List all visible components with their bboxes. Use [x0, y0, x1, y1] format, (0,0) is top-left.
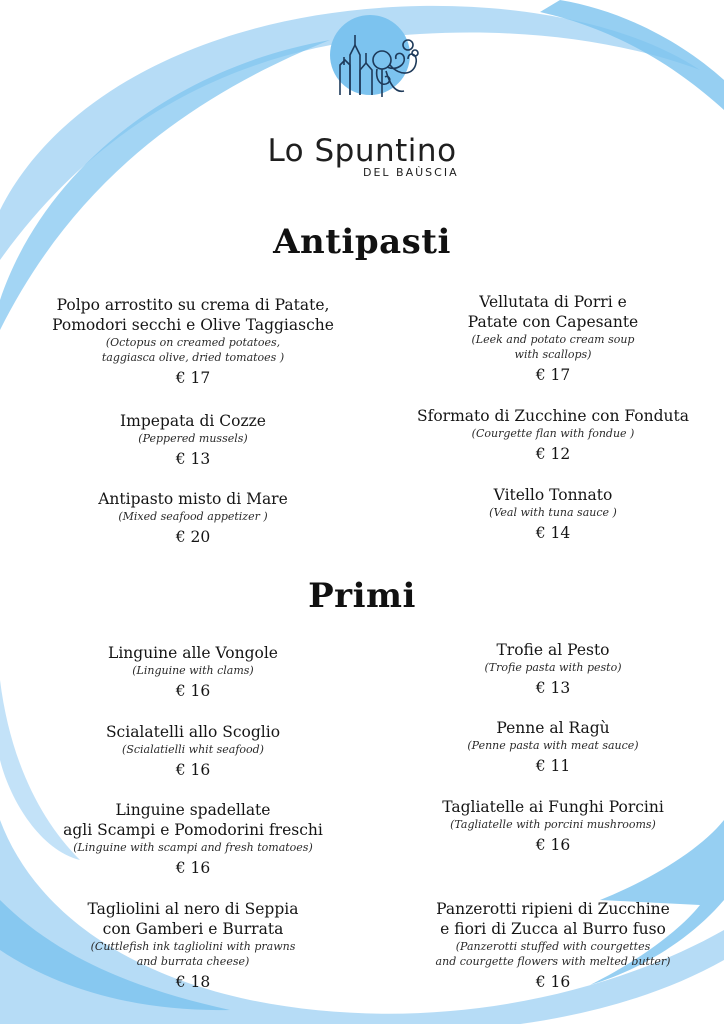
item-price: € 16: [535, 973, 571, 991]
menu-item: [33, 489, 353, 547]
item-price: € 17: [175, 369, 211, 387]
item-name: Antipasto misto di Mare: [98, 490, 288, 508]
item-name: Scialatelli allo Scoglio: [105, 723, 281, 741]
item-price: € 13: [175, 450, 211, 468]
item-description: (Octopus on creamed potatoes, taggiasca olive, dried tomatoes ): [101, 336, 285, 364]
item-description: (Leek and potato cream soup with scallops): [471, 333, 635, 361]
brand-name: Lo Spuntino: [267, 133, 457, 169]
item-price: € 14: [535, 524, 571, 542]
item-description: (Mixed seafood appetizer ): [118, 510, 268, 523]
item-price: € 16: [535, 836, 571, 854]
item-name: Tagliolini al nero di Seppia con Gamberi e Burrata: [87, 900, 299, 938]
item-price: € 20: [175, 528, 211, 546]
item-description: (Scialatielli whit seafood): [122, 743, 264, 756]
menu-item: [33, 800, 353, 878]
item-name: Sformato di Zucchine con Fonduta: [417, 407, 689, 425]
menu-item: [393, 640, 713, 698]
menu-item: [33, 643, 353, 701]
item-name: Penne al Ragù: [496, 719, 610, 737]
item-description: (Peppered mussels): [138, 432, 248, 445]
item-name: Vitello Tonnato: [493, 486, 613, 504]
menu-item: [393, 292, 713, 385]
item-description: (Courgette flan with fondue ): [471, 427, 635, 440]
item-description: (Penne pasta with meat sauce): [467, 739, 639, 752]
section-title-primi: Primi: [308, 576, 416, 616]
item-price: € 16: [175, 682, 211, 700]
item-description: (Linguine with clams): [132, 664, 254, 677]
item-description: (Veal with tuna sauce ): [489, 506, 617, 519]
item-description: (Cuttlefish ink tagliolini with prawns and burrata cheese): [90, 940, 296, 968]
item-price: € 16: [175, 761, 211, 779]
menu-item: [33, 411, 353, 469]
menu-item: [393, 899, 713, 992]
item-price: € 17: [535, 366, 571, 384]
menu-item: [393, 718, 713, 776]
section-title-antipasti: Antipasti: [273, 222, 451, 262]
menu-item: [33, 722, 353, 780]
item-name: Tagliatelle ai Funghi Porcini: [442, 798, 664, 816]
item-name: Vellutata di Porri e Patate con Capesante: [467, 293, 639, 331]
item-description: (Tagliatelle with porcini mushrooms): [450, 818, 656, 831]
brand-subtitle: DEL BAÙSCIA: [363, 166, 459, 179]
item-description: (Panzerotti stuffed with courgettes and courgette flowers with melted butter): [435, 940, 671, 968]
menu-item: [393, 406, 713, 464]
item-name: Linguine alle Vongole: [108, 644, 278, 662]
item-price: € 13: [535, 679, 571, 697]
item-name: Impepata di Cozze: [120, 412, 266, 430]
item-name: Panzerotti ripieni di Zucchine e fiori di Zucca al Burro fuso: [436, 900, 670, 938]
item-name: Trofie al Pesto: [496, 641, 610, 659]
item-price: € 18: [175, 973, 211, 991]
item-name: Polpo arrostito su crema di Patate, Pomodori secchi e Olive Taggiasche: [52, 296, 334, 334]
item-price: € 11: [535, 757, 571, 775]
item-description: (Linguine with scampi and fresh tomatoes): [73, 841, 313, 854]
item-name: Linguine spadellate agli Scampi e Pomodorini freschi: [63, 801, 323, 839]
item-price: € 12: [535, 445, 571, 463]
menu-item: [33, 295, 353, 388]
item-description: (Trofie pasta with pesto): [484, 661, 622, 674]
menu-item: [33, 899, 353, 992]
item-price: € 16: [175, 859, 211, 877]
menu-item: [393, 797, 713, 855]
menu-item: [393, 485, 713, 543]
octopus-duomo-logo-icon: [330, 15, 430, 105]
